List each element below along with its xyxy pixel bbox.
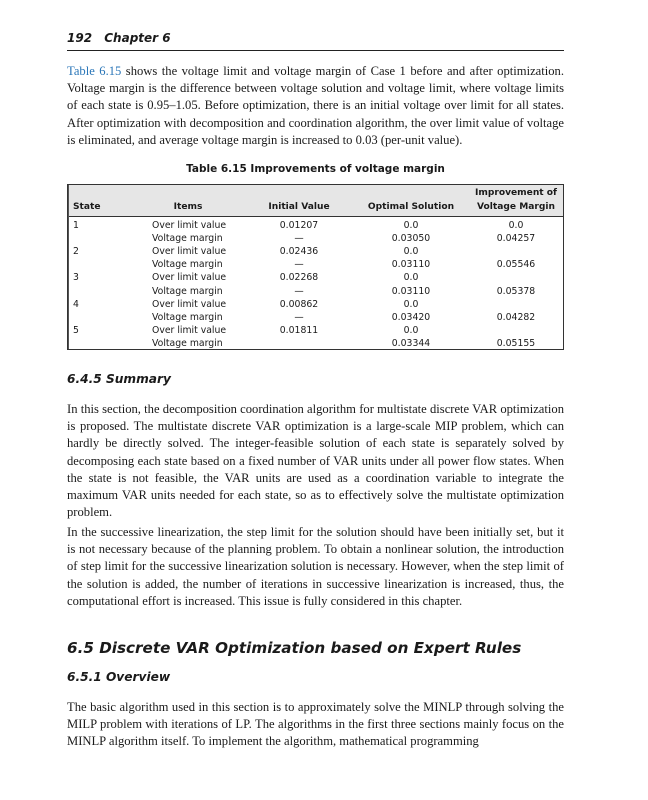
page-number: 192 (67, 31, 93, 45)
cell-improvement: 0.0 (508, 220, 524, 231)
summary-heading: 6.4.5 Summary (67, 372, 171, 386)
cell-initial-value: 0.00862 (279, 298, 319, 310)
cell-improvement: 0.04282 (496, 311, 536, 323)
cell-optimal-solution: 0.03050 (391, 233, 431, 245)
cell-optimal-solution: 0.03110 (391, 285, 431, 297)
cell-optimal-solution: 0.03344 (391, 337, 431, 349)
cell-initial-value: 0.01811 (279, 324, 319, 336)
cell-item: Voltage margin (152, 285, 223, 297)
cell-initial-value: — (294, 259, 304, 271)
cell-item: Voltage margin (152, 233, 223, 245)
col-header-initial-value: Initial Value (268, 202, 330, 212)
cell-optimal-solution: 0.0 (403, 298, 419, 310)
cell-state: 2 (73, 246, 79, 258)
cell-initial-value: 0.01207 (279, 220, 319, 231)
cell-state: 4 (73, 298, 79, 310)
col-header-optimal-solution: Optimal Solution (367, 202, 455, 212)
cell-item: Voltage margin (152, 311, 223, 323)
cell-improvement: 0.05546 (496, 259, 536, 271)
cell-improvement: 0.05378 (496, 285, 536, 297)
subsection-heading: 6.5.1 Overview (67, 670, 171, 684)
col-header-state: State (73, 202, 101, 212)
cell-initial-value: — (294, 233, 304, 245)
cell-item: Voltage margin (152, 259, 223, 271)
cell-optimal-solution: 0.03110 (391, 259, 431, 271)
table-caption: Table 6.15 Improvements of voltage margin (186, 163, 445, 175)
col-header-improvement-line2: Voltage Margin (476, 202, 555, 212)
table-divider (68, 185, 69, 349)
cell-optimal-solution: 0.03420 (391, 311, 431, 323)
cell-state: 5 (73, 324, 79, 336)
cell-item: Over limit value (152, 298, 227, 310)
cell-optimal-solution: 0.0 (403, 324, 419, 336)
intro-text: shows the voltage limit and voltage margin of Case 1 before and after optimization. Voltage margin is the difference between voltage solution and voltage limit, where voltage limits of each state is 0.95–1.05. Before optimization, there is an initial voltage over limit for all states. After optimization with decomposition and coordination algorithm, the over limit value of voltage is eliminated, and average voltage margin is increased to 0.03 (per-unit value). (67, 64, 564, 147)
cell-optimal-solution: 0.0 (403, 220, 419, 231)
cell-item: Over limit value (152, 246, 227, 258)
chapter-title: Chapter 6 (104, 31, 171, 45)
col-header-improvement-line1: Improvement of (474, 188, 558, 198)
section-heading: 6.5 Discrete VAR Optimization based on Expert Rules (67, 639, 522, 657)
col-header-items: Items (173, 202, 203, 212)
table-reference-link[interactable]: Table 6.15 (67, 64, 122, 78)
voltage-margin-table (67, 184, 564, 350)
cell-initial-value: 0.02268 (279, 272, 319, 284)
cell-item: Voltage margin (152, 337, 223, 349)
cell-improvement: 0.04257 (496, 233, 536, 245)
cell-optimal-solution: 0.0 (403, 272, 419, 284)
running-header (67, 31, 564, 51)
cell-state: 3 (73, 272, 79, 284)
cell-item: Over limit value (152, 272, 227, 284)
cell-initial-value: — (294, 285, 304, 297)
cell-improvement: 0.05155 (496, 337, 536, 349)
cell-item: Over limit value (152, 220, 227, 231)
cell-initial-value: — (294, 311, 304, 323)
summary-paragraph-2: In the successive linearization, the step limit for the solution should have been initially set, but it is not necessary because of the planning problem. To obtain a nonlinear solution, the introduction of step limit for the successive linearization solution is necessary. However, when the step limit of the solution is added, the number of iterations in successive linearization is increased, thus, the computational effort is increased. This issue is fully considered in this chapter. (67, 525, 564, 608)
intro-paragraph (67, 63, 564, 149)
header-rule (67, 50, 564, 51)
summary-paragraph-1: In this section, the decomposition coordination algorithm for multistate discrete VAR optimization is proposed. The multistate discrete VAR optimization is a large-scale MIP problem, which can hardly be directly solved. The integer-feasible solution of each state is separately solved by decomposing each state based on a fixed number of VAR units under all power flow states. When the state is not feasible, the VAR units are used as a coordination variable to integrate the maximum VAR units needed for each state, so as to effectively solve the multistate optimization problem. (67, 402, 564, 520)
cell-optimal-solution: 0.0 (403, 246, 419, 258)
cell-initial-value: 0.02436 (279, 246, 319, 258)
cell-state: 1 (73, 220, 79, 231)
cell-item: Over limit value (152, 324, 227, 336)
overview-paragraph: The basic algorithm used in this section is to approximately solve the MINLP through solving the MILP problem with iterations of LP. The algorithms in the first three sections mainly focus on the MINLP algorithm itself. To implement the algorithm, mathematical programming (67, 700, 564, 749)
